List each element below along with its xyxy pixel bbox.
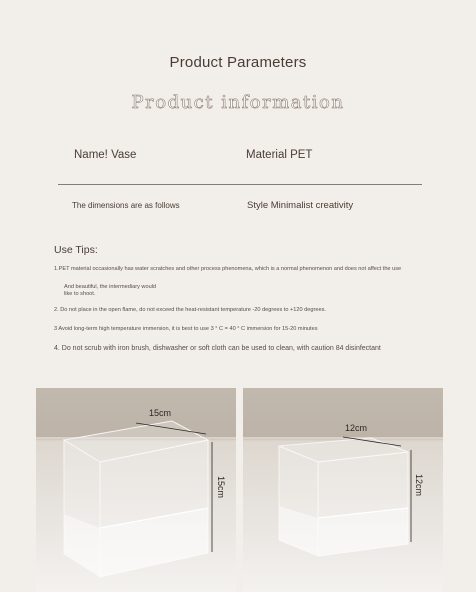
product-info-heading: Product information <box>131 92 345 113</box>
param-name: Name! Vase <box>74 149 137 161</box>
width-label: 12cm <box>345 423 368 433</box>
height-label: 12cm <box>414 474 424 497</box>
vase-illustration-15cm <box>36 388 236 592</box>
tip-4: 4. Do not scrub with iron brush, dishwasher or soft cloth can be used to clean, with caution 84 disinfectant <box>54 345 381 352</box>
tip-3: 3 Avoid long-term high temperature immersion, it is best to use 3 ° C = 40 ° C immersion for 15-20 minutes <box>54 326 318 332</box>
tips-heading: Use Tips: <box>54 244 98 256</box>
param-style: Style Minimalist creativity <box>247 200 354 211</box>
tip-1-cont-a: And beautiful, the intermediary would <box>64 284 157 290</box>
divider <box>58 184 422 185</box>
page-title: Product Parameters <box>169 54 307 71</box>
tip-2: 2. Do not place in the open flame, do not exceed the heat-resistant temperature -20 degrees to +120 degrees. <box>54 307 326 313</box>
vase-photo-15cm <box>36 388 236 592</box>
vase-illustration-12cm <box>243 388 443 592</box>
vase-photo-12cm <box>243 388 443 592</box>
param-material: Material PET <box>246 149 313 161</box>
height-label: 15cm <box>216 476 226 499</box>
tip-1-cont-b: like to shoot. <box>64 291 96 297</box>
tip-1: 1.PET material occasionally has water scratches and other process phenomena, which is a normal phenomenon and does not affect the use <box>54 266 402 272</box>
width-label: 15cm <box>149 408 172 418</box>
param-dimensions: The dimensions are as follows <box>72 201 180 210</box>
